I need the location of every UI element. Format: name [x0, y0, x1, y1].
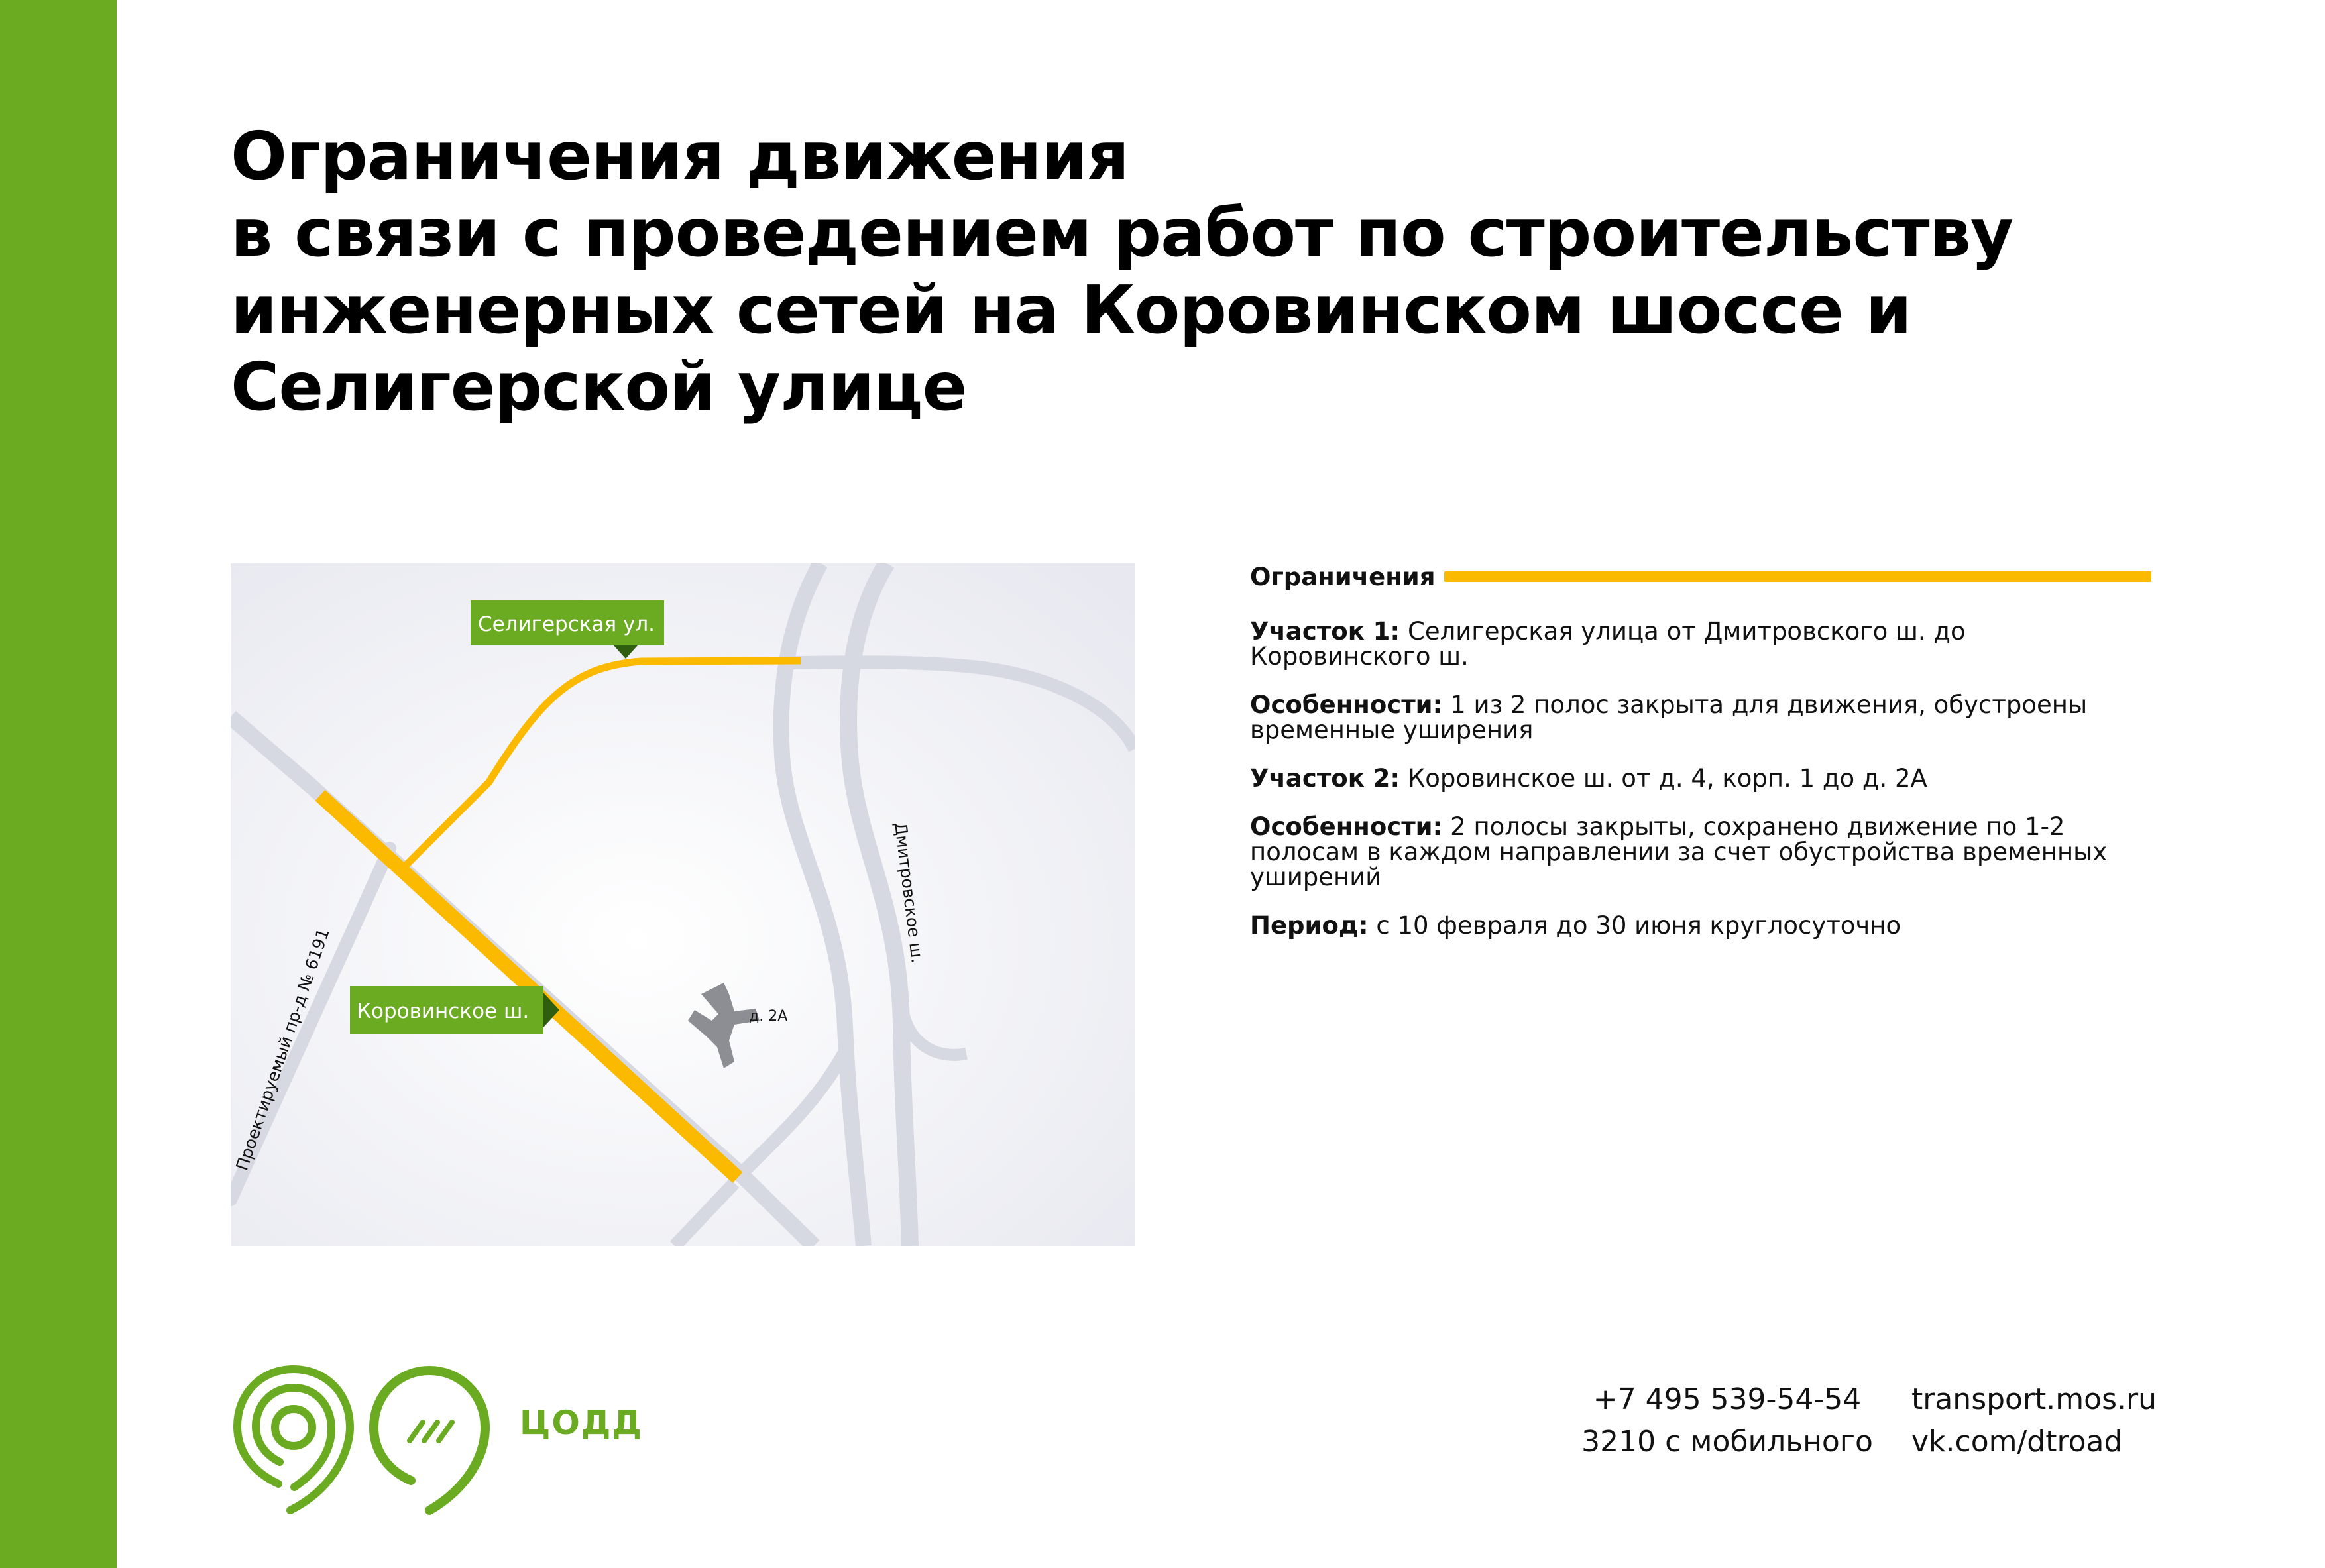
section-2-label: Участок 2:	[1250, 764, 1400, 793]
codd-logo-icon	[374, 1371, 485, 1510]
mos-transport-logo-icon	[237, 1369, 350, 1510]
footer-logos	[231, 1361, 509, 1523]
features-1-text: 1 из 2 полос закрыта для движения, обустроены временные уширения	[1250, 691, 2088, 744]
section-1-text: Селигерская улица от Дмитровского ш. до Коровинского ш.	[1250, 617, 1966, 671]
contact-phone-block	[1568, 1378, 1886, 1463]
title-line-1: Ограничения движения	[231, 117, 1129, 195]
section-2-text: Коровинское ш. от д. 4, корп. 1 до д. 2А	[1400, 764, 1927, 793]
page-title	[231, 118, 2219, 425]
features-2-text: 2 полосы закрыты, сохранено движение по 1-2 полосам в каждом направлении за счет обустройства временных уширений	[1250, 812, 2108, 891]
features-2	[1250, 814, 2151, 890]
korovinskoe-label	[350, 986, 559, 1034]
side-green-strip	[0, 0, 117, 1568]
vk-link[interactable]: vk.com/dtroad	[1911, 1425, 2123, 1459]
restriction-info	[1250, 619, 2151, 962]
proezd-label: Проектируемый пр-д № 6191	[232, 926, 333, 1173]
period	[1250, 913, 2151, 938]
section-1-label: Участок 1:	[1250, 617, 1400, 645]
korovinskoe-label-text: Коровинское ш.	[357, 999, 530, 1023]
section-1	[1250, 619, 2151, 669]
phone-number[interactable]: +7 495 539-54-54	[1593, 1382, 1862, 1416]
period-text: с 10 февраля до 30 июня круглосуточно	[1368, 911, 1901, 940]
site-link[interactable]: transport.mos.ru	[1911, 1382, 2157, 1416]
features-2-label: Особенности:	[1250, 812, 1443, 841]
legend	[1250, 558, 2151, 595]
title-line-2: в связи с проведением работ по строительству	[231, 194, 2013, 272]
building-2a-label: д. 2А	[749, 1008, 788, 1025]
features-1-label: Особенности:	[1250, 691, 1443, 719]
section-2	[1250, 766, 2151, 791]
legend-label: Ограничения	[1250, 562, 1436, 591]
scheme-map	[231, 563, 1135, 1246]
mobile-number: 3210 с мобильного	[1581, 1425, 1873, 1459]
features-1	[1250, 693, 2151, 743]
title-line-4: Селигерской улице	[231, 348, 967, 425]
seligerskaya-label-text: Селигерская ул.	[478, 612, 655, 636]
dmitrovskoe-label: Дмитровское ш.	[891, 821, 927, 964]
title-line-3: инженерных сетей на Коровинском шоссе и	[231, 271, 1911, 349]
period-label: Период:	[1250, 911, 1369, 940]
contact-web-block	[1911, 1378, 2177, 1463]
legend-restriction-line	[1444, 571, 2151, 582]
codd-name: ЦОДД	[520, 1404, 643, 1442]
